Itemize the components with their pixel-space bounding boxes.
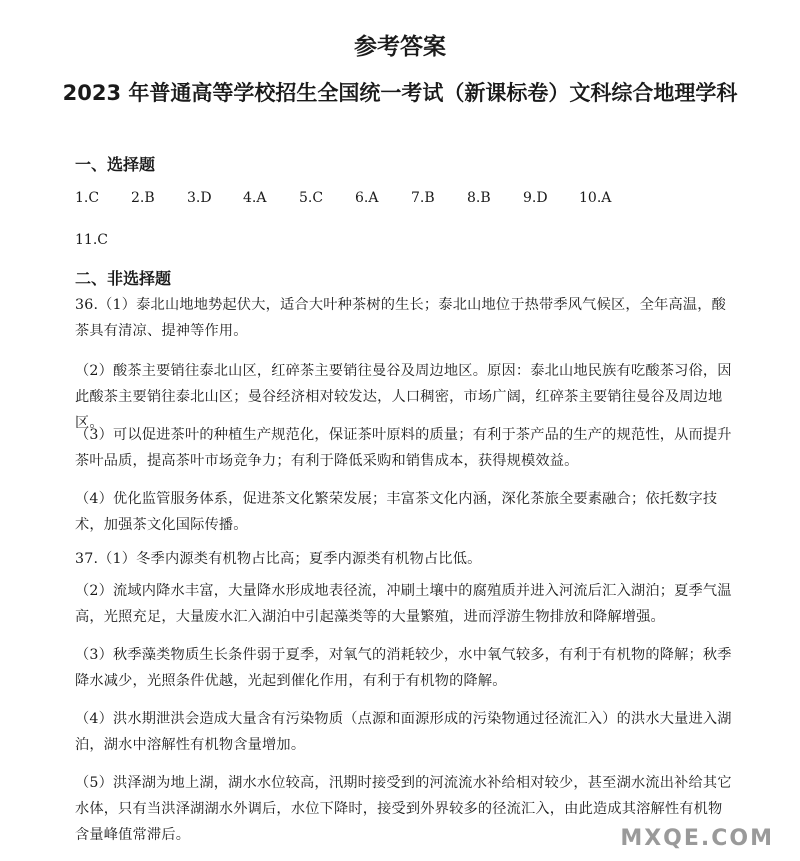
section-choice-heading: 一、选择题 [75, 155, 156, 174]
choice-answer: 3.D [187, 190, 212, 206]
section-nonchoice-heading: 二、非选择题 [75, 269, 172, 288]
q36-part3: （3）可以促进茶叶的种植生产规范化，保证茶叶原料的质量；有利于茶产品的生产的规范性，从而提升茶叶品质，提高茶叶市场竞争力；有利于降低采购和销售成本，获得规模效益。 [75, 427, 732, 469]
choice-answers-row [75, 190, 635, 206]
q37-part2: （2）流域内降水丰富，大量降水形成地表径流，冲刷土壤中的腐殖质并进入河流后汇入湖泊；夏季气温高，光照充足，大量废水汇入湖泊中引起藻类等的大量繁殖，进而浮游生物排放和降解增强。 [75, 583, 732, 625]
choice-answer: 6.A [355, 190, 379, 206]
q37-part1: 37.（1）冬季内源类有机物占比高；夏季内源类有机物占比低。 [75, 551, 482, 567]
q36-part2: （2）酸茶主要销往泰北山区，红碎茶主要销往曼谷及周边地区。原因：泰北山地民族有吃酸茶习俗，因此酸茶主要销往泰北山区；曼谷经济相对较发达，人口稠密，市场广阔，红碎茶主要销往曼谷及周边地区。 [75, 363, 732, 431]
q37-part4: （4）洪水期泄洪会造成大量含有污染物质（点源和面源形成的污染物通过径流汇入）的洪水大量进入湖泊，湖水中溶解性有机物含量增加。 [75, 711, 732, 753]
q37-part3: （3）秋季藻类物质生长条件弱于夏季，对氧气的消耗较少，水中氧气较多，有利于有机物的降解；秋季降水减少，光照条件优越，光起到催化作用，有利于有机物的降解。 [75, 647, 732, 689]
choice-answer: 9.D [523, 190, 548, 206]
choice-answer: 8.B [467, 190, 491, 206]
q36-part4: （4）优化监管服务体系，促进茶文化繁荣发展；丰富茶文化内涵，深化茶旅全要素融合；依托数字技术，加强茶文化国际传播。 [75, 491, 718, 533]
q36-part1: 36.（1）泰北山地地势起伏大，适合大叶种茶树的生长；泰北山地位于热带季风气候区，全年高温，酸茶具有清凉、提神等作用。 [75, 297, 727, 339]
choice-answer: 5.C [299, 190, 324, 206]
choice-answer: 2.B [131, 190, 155, 206]
q37-part5: （5）洪泽湖为地上湖，湖水水位较高，汛期时接受到的河流流水补给相对较少，甚至湖水流出补给其它水体，只有当洪泽湖湖水外调后，水位下降时，接受到外界较多的径流汇入，由此造成其溶解性有机物含量峰值常滞后。 [75, 775, 732, 843]
choice-answer: 7.B [411, 190, 435, 206]
choice-answer: 1.C [75, 190, 100, 206]
page-subtitle: 2023 年普通高等学校招生全国统一考试（新课标卷）文科综合地理学科 [62, 81, 738, 105]
choice-answer: 11.C [75, 232, 108, 248]
choice-answer: 4.A [243, 190, 267, 206]
choice-answer: 10.A [579, 190, 612, 206]
watermark-logo: MXQE.COM [620, 826, 774, 851]
page-title: 参考答案 [354, 34, 446, 60]
